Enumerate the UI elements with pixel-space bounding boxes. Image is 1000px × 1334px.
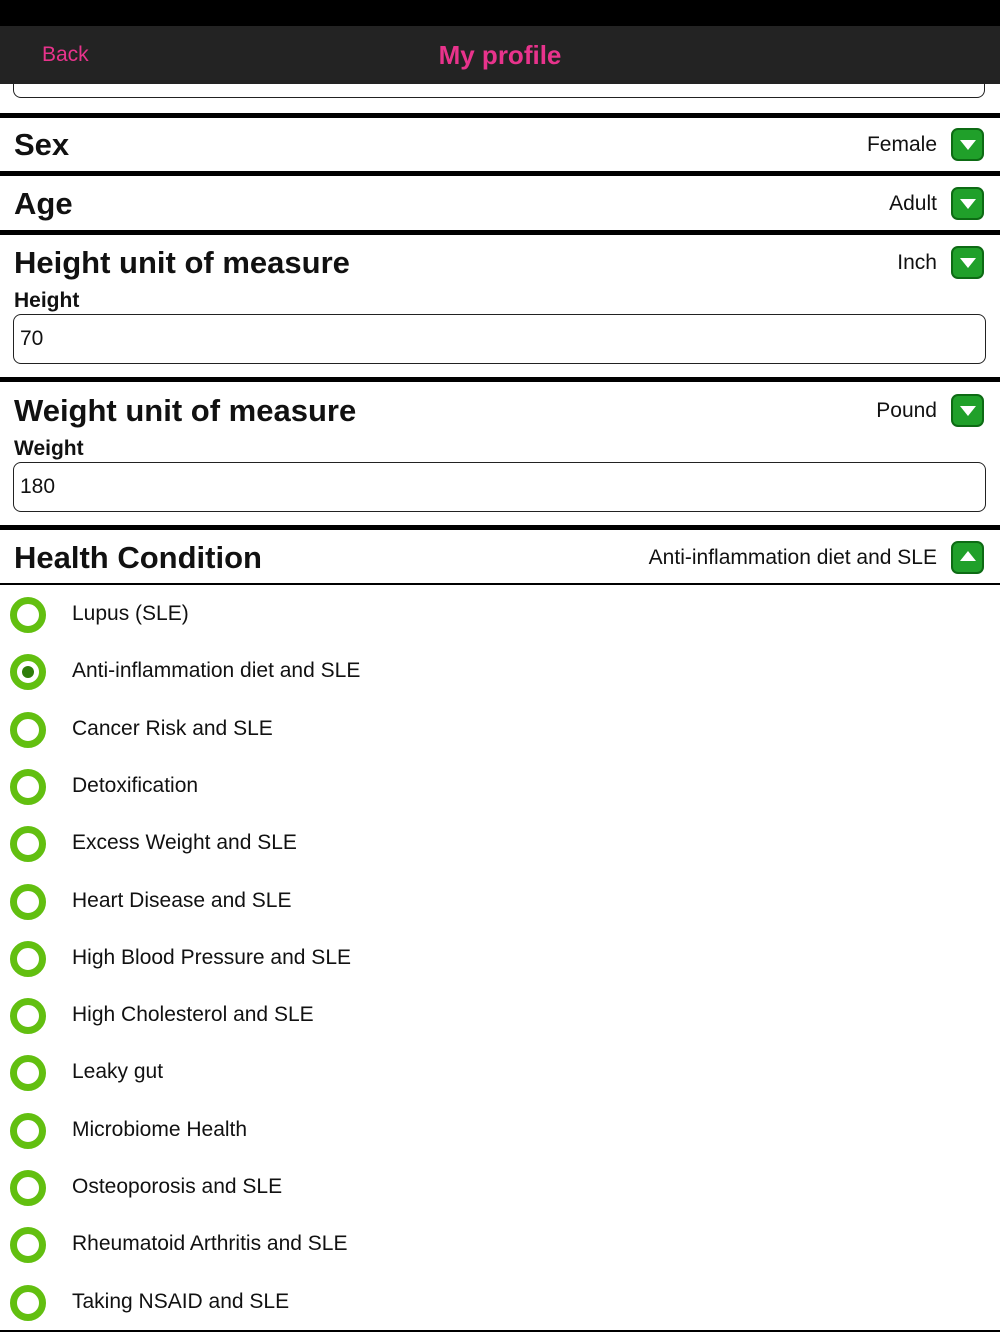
chevron-down-icon [960,406,976,416]
section-divider [0,525,1000,530]
health-condition-label: Health Condition [14,540,262,575]
health-condition-option[interactable] [0,1046,1000,1100]
health-condition-option-label: Microbiome Health [72,1117,248,1141]
radio-unselected-icon[interactable] [10,769,46,805]
health-condition-option[interactable] [0,1161,1000,1215]
radio-unselected-icon[interactable] [10,1170,46,1206]
status-bar [0,0,1000,26]
health-condition-option[interactable] [0,932,1000,986]
health-condition-option-label: Lupus (SLE) [72,602,189,625]
section-divider [0,230,1000,235]
health-condition-option-label: Leaky gut [72,1060,164,1084]
health-condition-value[interactable]: Anti-inflammation diet and SLE [648,546,937,569]
health-condition-option-label: Heart Disease and SLE [72,888,292,912]
health-condition-option-label: Detoxification [72,773,199,797]
radio-selected-icon[interactable] [10,654,46,690]
health-condition-option-label: High Blood Pressure and SLE [72,945,351,969]
page-title: My profile [438,40,562,70]
height-input[interactable] [13,314,986,364]
radio-unselected-icon[interactable] [10,998,46,1034]
section-divider [0,1330,1000,1332]
health-condition-option-label: Taking NSAID and SLE [72,1289,290,1313]
health-condition-option-label: Rheumatoid Arthritis and SLE [72,1232,348,1256]
section-divider [0,377,1000,382]
health-condition-option[interactable] [0,1276,1000,1330]
radio-unselected-icon[interactable] [10,1227,46,1263]
weight-unit-label: Weight unit of measure [14,393,357,428]
radio-unselected-icon[interactable] [10,712,46,748]
health-condition-option[interactable] [0,875,1000,929]
sex-label: Sex [14,127,70,162]
weight-unit-value[interactable]: Pound [876,399,937,422]
radio-unselected-icon[interactable] [10,1285,46,1321]
chevron-down-icon [960,258,976,268]
sex-value[interactable]: Female [866,133,937,156]
weight-input[interactable] [13,462,986,512]
section-divider [0,113,1000,118]
name-field-partial[interactable] [13,84,985,98]
health-condition-option[interactable] [0,645,1000,699]
height-field-label: Height [14,289,80,312]
health-condition-option[interactable] [0,817,1000,871]
age-dropdown-button[interactable] [951,187,984,220]
age-label: Age [14,186,73,221]
radio-unselected-icon[interactable] [10,826,46,862]
sex-dropdown-button[interactable] [951,128,984,161]
health-condition-option-label: Cancer Risk and SLE [72,716,273,740]
health-condition-option[interactable] [0,1218,1000,1272]
health-condition-dropdown-button[interactable] [951,541,984,574]
radio-unselected-icon[interactable] [10,941,46,977]
health-condition-option[interactable] [0,588,1000,642]
navigation-bar [0,26,1000,84]
health-condition-option[interactable] [0,1104,1000,1158]
radio-unselected-icon[interactable] [10,1113,46,1149]
section-divider [0,583,1000,585]
weight-field-label: Weight [14,437,84,460]
section-divider [0,171,1000,176]
radio-unselected-icon[interactable] [10,597,46,633]
height-unit-label: Height unit of measure [14,245,350,280]
health-condition-option-label: Anti-inflammation diet and SLE [72,659,361,683]
height-unit-value[interactable]: Inch [897,251,937,274]
back-button[interactable]: Back [42,43,89,66]
chevron-down-icon [960,140,976,150]
health-condition-option-label: Excess Weight and SLE [72,831,297,855]
height-unit-dropdown-button[interactable] [951,246,984,279]
health-condition-option-label: Osteoporosis and SLE [72,1175,283,1198]
health-condition-option[interactable] [0,760,1000,814]
health-condition-option[interactable] [0,703,1000,757]
radio-unselected-icon[interactable] [10,1055,46,1091]
health-condition-option[interactable] [0,989,1000,1043]
chevron-down-icon [960,199,976,209]
weight-unit-dropdown-button[interactable] [951,394,984,427]
age-value[interactable]: Adult [889,192,937,215]
chevron-up-icon [960,551,976,561]
health-condition-option-label: High Cholesterol and SLE [72,1003,314,1027]
radio-unselected-icon[interactable] [10,884,46,920]
